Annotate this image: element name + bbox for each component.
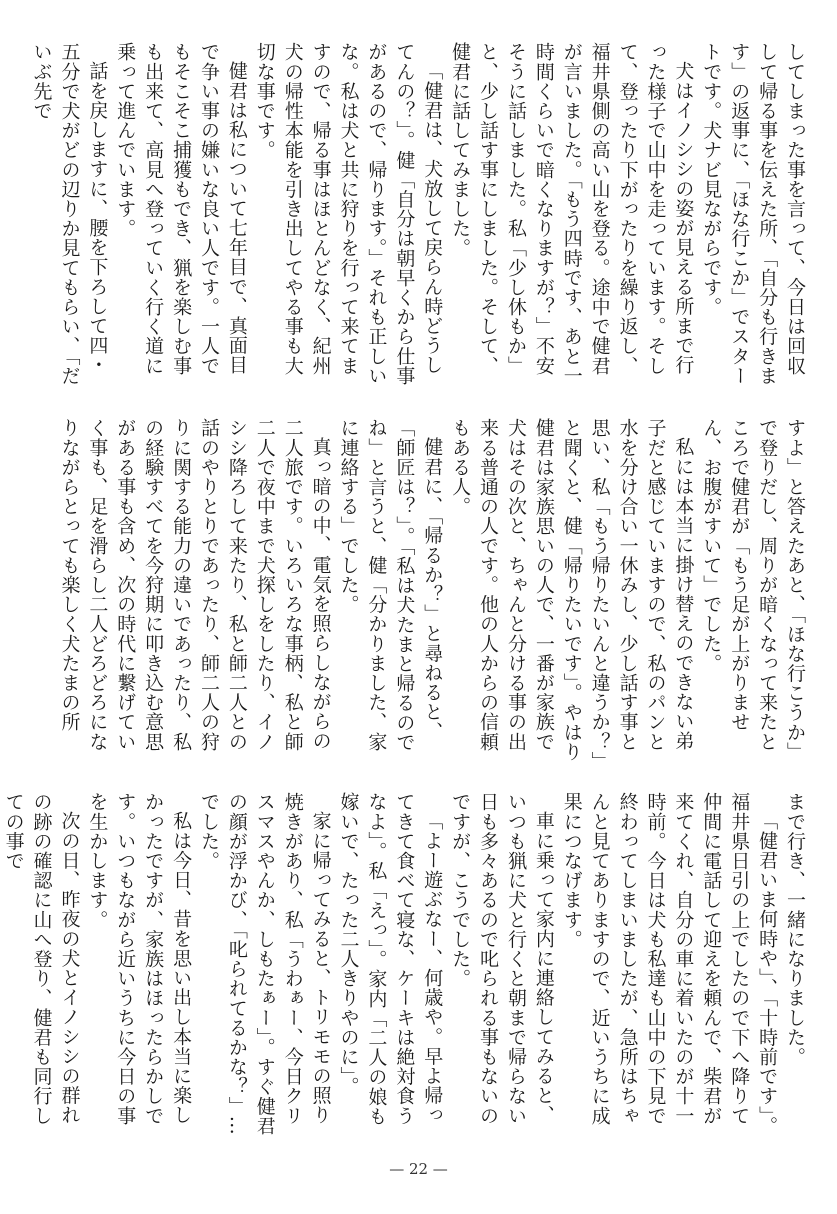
paragraph: まで行き、一緒になりました。 bbox=[784, 792, 806, 1067]
paragraph: 車に乗って家内に連絡してみると、いつも猟に犬と行くと朝まで帰らない日も多々あるので叱られる事もないのですが、こうでした。 bbox=[449, 792, 555, 1126]
text-block-middle bbox=[40, 418, 808, 768]
paragraph: 「健君は、犬放して戻らん時どうしてんの？」。健「自分は朝早くから仕事があるので、帰ります。」それも正しいな。私は犬と共に狩りを行って来てますので、帰る事はほとんどなく、紀州犬の帰性本能を引き出してやる事も大切な事です。 bbox=[253, 42, 444, 386]
paragraph: 真っ暗の中、電気を照らしながらの二人旅です。いろいろな事柄、私と師二人で夜中まで犬探しをしたり、イノシシ降ろして来たり、私と師二人との話のやりとりであったり、師二人の狩りに関する能力の違いであったり、私の経験すべてを今狩期に叩き込む意思がある事も含め、次の時代に繋げていく事も、足を滑らし二人どろどろになりながらとっても楽しく犬たまの所 bbox=[58, 418, 332, 752]
text-block-lower bbox=[2, 792, 808, 1142]
paragraph: してしまった事を言って、今日は回収して帰る事を伝えた所、「自分も行きます」の返事に、「ほな行こか」でスタートです。犬ナビ見ながらです。 bbox=[700, 42, 806, 386]
paragraph: 私は今日、昔を思い出し本当に楽しかったですが、家族はほったらかしです。いつもながら近いうちに今日の事を生かします。 bbox=[86, 792, 193, 1126]
paragraph: 健君は私について七年目で、真面目で争い事の嫌いな良い人です。一人でもそこそこ捕獲もでき、猟を楽しむ事も出来て、高見へ登っていく行く道に乗って進んでいます。 bbox=[114, 42, 248, 376]
paragraph: 健君に、「帰るか？」と尋ねると、「師匠は？」。「私は犬たまと帰るのでね」と言うと、健「分かりました、家に連絡する」でした。 bbox=[337, 418, 444, 752]
paragraph: 話を戻しますに、腰を下ろして四・五分で犬がどの辺りか見てもらい、「だいぶ先で bbox=[30, 42, 109, 386]
page-number: — 22 — bbox=[389, 1160, 448, 1178]
paragraph: すよ」と答えたあと、「ほな行こうか」で登りだし、周りが暗くなって来たところで健君が「もう足が上がりません、お腹がすいて」でした。 bbox=[700, 418, 806, 762]
paragraph: 家に帰ってみると、トリモモの照り焼きがあり、私「うわぁー、今日クリスマスやんか、しもたぁー」。すぐ健君の顔が浮かび、「叱られてるかな？」…でした。 bbox=[197, 792, 332, 1136]
paragraph: 「健君いま何時や」、「十時前です」。福井県日引の上でしたので下へ降りて仲間に電話して迎えを頼んで、柴君が来てくれ、自分の車に着いたのが十一時前。今日は犬も私達も山中の下見で終わってしまいましたが、急所はちゃんと見てありますので、近いうちに成果につなげます。 bbox=[560, 792, 779, 1136]
text-block-upper bbox=[30, 42, 808, 392]
paragraph: 私には本当に掛け替えのできない弟子だと感じていますので、私のパンと水を分け合い一休みし、少し話す事と思い、私「もう帰りたいんと違うか？」と聞くと、健「帰りたいです」。やはり健君は家族思いの人で、一番が家族で犬はその次と、ちゃんと分ける事の出来る普通の人です。他の人からの信頼もある人。 bbox=[449, 418, 695, 762]
paragraph: 「よー遊ぶなー、何歳や。早よ帰ってきて食べて寝な、ケーキは絶対食うなよ」。私「えっ」。家内「二人の娘も嫁いで、たった二人きりやのに」。 bbox=[337, 792, 444, 1126]
paragraph: 犬はイノシシの姿が見える所まで行った様子で山中を走っています。そして、登ったり下がったりを繰り返し、福井県側の高い山を登る。途中で健君が言いました。「もう四時です、あと一時間くらいで暗くなりますが？」不安そうに話しました。私「少し休もか」と、少し話す事にしました。そして、健君に話してみました。 bbox=[449, 42, 695, 386]
paragraph: 次の日、昨夜の犬とイノシシの群れの跡の確認に山へ登り、健君も同行しての事で bbox=[2, 792, 81, 1126]
